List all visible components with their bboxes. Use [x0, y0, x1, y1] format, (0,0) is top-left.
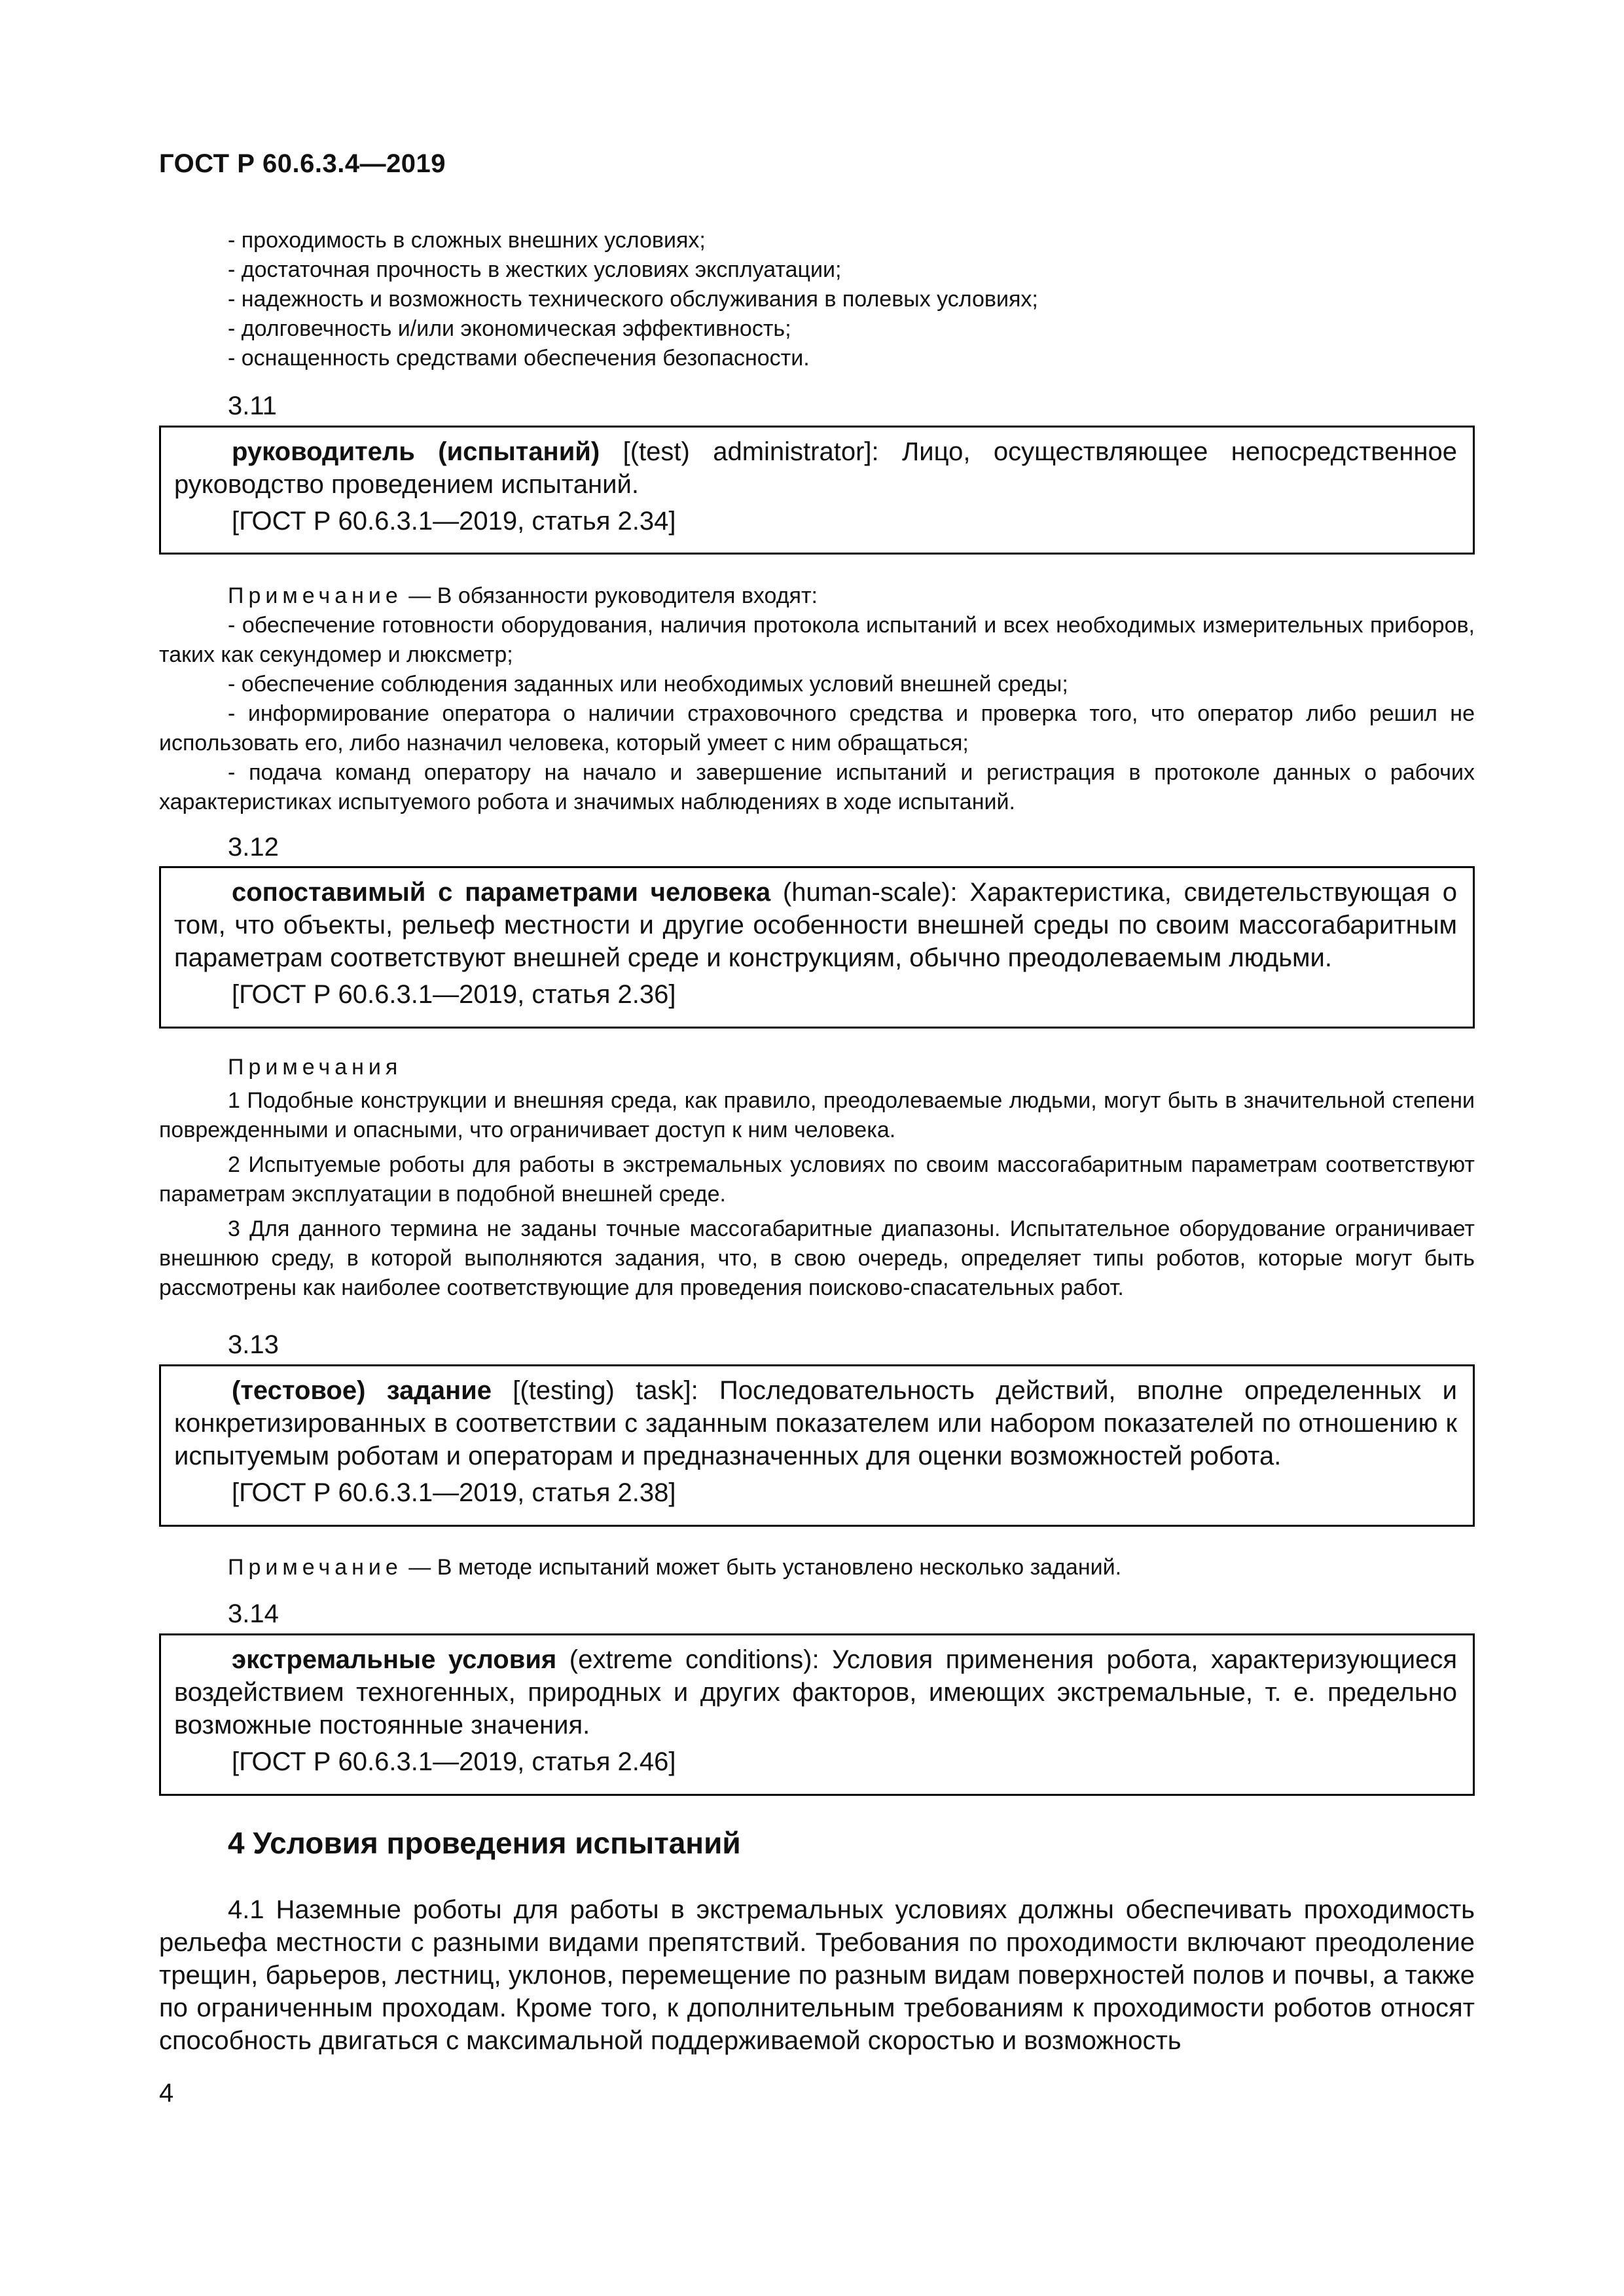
- note-item: - обеспечение соблюдения заданных или необходимых условий внешней среды;: [228, 672, 1068, 697]
- note-item: 3 Для данного термина не заданы точные массогабаритные диапазоны. Испытательное оборудование ограничивает внешнюю среду, в которой выполняются задания, что, в свою очередь, определяет типы роботов, которые могут быть рассмотрены как наиболее соответствующие для проведения поисково-спасательных работ.: [159, 1216, 1475, 1300]
- term-name: экстремальные условия: [232, 1645, 557, 1674]
- note-lead: — В обязанности руководителя входят:: [402, 583, 818, 608]
- term-number: 3.14: [228, 1599, 279, 1628]
- term-definition: (human-scale): Характеристика, свидетельствующая о том, что объекты, рельеф местности и другие особенности внешней среды по своим массогабаритным параметрам соответствуют внешней среде и конструкциям, обычно преодолеваемым людьми.: [174, 878, 1457, 972]
- section-title: 4 Условия проведения испытаний: [228, 1826, 741, 1860]
- term-name: сопоставимый с параметрами человека: [232, 878, 771, 907]
- term-number: 3.13: [228, 1330, 279, 1359]
- document-header: ГОСТ Р 60.6.3.4—2019: [159, 149, 446, 178]
- term-reference: [ГОСТ Р 60.6.3.1—2019, статья 2.46]: [232, 1747, 676, 1776]
- note-text: — В методе испытаний может быть установлено несколько заданий.: [402, 1555, 1122, 1580]
- term-name: (тестовое) задание: [232, 1376, 492, 1405]
- list-item: - оснащенность средствами обеспечения безопасности.: [228, 346, 810, 371]
- note-item: - обеспечение готовности оборудования, наличия протокола испытаний и всех необходимых измерительных приборов, таких как секундомер и люксметр;: [159, 613, 1475, 667]
- page-number: 4: [159, 2079, 174, 2107]
- term-definition: (extreme conditions): Условия применения робота, характеризующиеся воздействием техногенных, природных и других факторов, имеющих экстремальные, т. е. предельно возможные постоянные значения.: [174, 1645, 1457, 1740]
- note-label: Примечание: [228, 583, 403, 608]
- term-number: 3.12: [228, 833, 279, 862]
- section-body: [159, 1893, 1475, 2057]
- term-reference: [ГОСТ Р 60.6.3.1—2019, статья 2.34]: [232, 507, 676, 536]
- note-block: [159, 1553, 1475, 1582]
- note-item: - информирование оператора о наличии страховочного средства и проверка того, что оператор либо решил не использовать его, либо назначил человека, который умеет с ним обращаться;: [159, 701, 1475, 756]
- term-reference: [ГОСТ Р 60.6.3.1—2019, статья 2.38]: [232, 1478, 676, 1507]
- term-box: [159, 1633, 1475, 1796]
- list-item: - долговечность и/или экономическая эффективность;: [228, 316, 791, 341]
- term-reference: [ГОСТ Р 60.6.3.1—2019, статья 2.36]: [232, 980, 676, 1009]
- term-definition: [(test) administrator]: Лицо, осуществляющее непосредственное руководство проведением испытаний.: [174, 437, 1458, 499]
- term-number: 3.11: [228, 392, 277, 420]
- list-item: - достаточная прочность в жестких условиях эксплуатации;: [228, 257, 842, 282]
- note-block: [159, 581, 1475, 817]
- list-item: - проходимость в сложных внешних условиях;: [228, 228, 706, 253]
- term-box: [159, 426, 1475, 555]
- term-box: [159, 866, 1475, 1029]
- note-item: - подача команд оператору на начало и завершение испытаний и регистрация в протоколе данных о рабочих характеристиках испытуемого робота и значимых наблюдениях в ходе испытаний.: [159, 760, 1475, 814]
- paragraph: 4.1 Наземные роботы для работы в экстремальных условиях должны обеспечивать проходимость рельефа местности с разными видами препятствий. Требования по проходимости включают преодоление трещин, барьеров, лестниц, уклонов, перемещение по разным видам поверхностей полов и почвы, а также по ограниченным проходам. Кроме того, к дополнительным требованиям к проходимости роботов относят способность двигаться с максимальной поддерживаемой скоростью и возможность: [159, 1895, 1475, 2055]
- list-item: - надежность и возможность технического обслуживания в полевых условиях;: [228, 287, 1038, 312]
- term-name: руководитель (испытаний): [232, 437, 600, 466]
- note-item: 1 Подобные конструкции и внешняя среда, как правило, преодолеваемые людьми, могут быть в значительной степени поврежденными и опасными, что ограничивает доступ к ним человека.: [159, 1088, 1475, 1142]
- term-definition: [(testing) task]: Последовательность действий, вполне определенных и конкретизированных в соответствии с заданным показателем или набором показателей по отношению к испытуемым роботам и операторам и предназначенных для оценки возможностей робота.: [174, 1376, 1458, 1470]
- notes-block: [159, 1053, 1475, 1303]
- term-box: [159, 1364, 1475, 1527]
- intro-list: [159, 226, 1475, 373]
- note-label: Примечание: [228, 1555, 403, 1580]
- notes-label: Примечания: [228, 1055, 403, 1080]
- note-item: 2 Испытуемые роботы для работы в экстремальных условиях по своим массогабаритным параметрам соответствуют параметрам эксплуатации в подобной внешней среде.: [159, 1152, 1475, 1207]
